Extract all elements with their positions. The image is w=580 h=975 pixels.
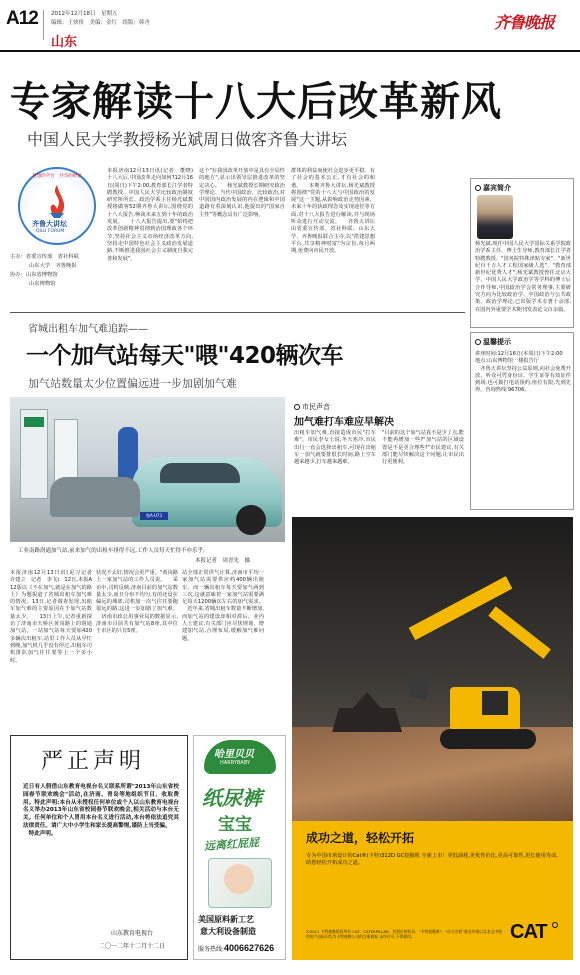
cat-ad-model-text: 专为中国市场设计的Cat®(卡特)312D GC挖掘机 全新上市！更低油耗,更优性价比,更高可靠性,更长使用寿命,助您轻松开拓成功之道。	[306, 853, 558, 866]
organizer-line: 协办：山东省博物馆	[10, 272, 58, 278]
notice-date: 二〇一二年十二月十二日	[99, 943, 166, 950]
diaper-brand-cn: 哈里贝贝	[214, 749, 254, 760]
citizen-voice-headline: 加气难打车难应早解决	[294, 417, 394, 428]
page-header	[0, 0, 580, 54]
lead-body-col3: 群体的利益而使社会进步更平稳。有了社会的基本公正,才有社会的和谐。 本期齐鲁大讲坛,杨光斌教授将围绕"党的十八大与中国政治的发展"这一主题,从影响政治走势因素、未来十年的执政理念及实现途径等方面,对十八大报告进行解读,并与现场听众进行互动交流。 齐鲁大讲坛由省委宣传部、省社科联、山东大学、齐鲁晚报联合主办,以"搭建思想平台,共享精神财富"为宗旨,每月两期,免费向市民开放。	[291, 168, 375, 255]
cat-ad-fine-print: ©2012 卡特彼勒版权所有 CAT、CATERPILLAR、其相应的标识、"卡特彼勒黄"、"动力边框"商业外观以及本文中使用的产品标识均为卡特彼勒公司的注册商标,未经许可,不得使用。	[306, 929, 502, 939]
masthead-logo: 齐鲁晚报	[494, 13, 555, 32]
forum-logo	[10, 167, 105, 293]
torch-icon	[40, 183, 74, 219]
diaper-product-line1: 纸尿裤	[202, 786, 262, 810]
cat-ad-slogan: 成功之道，轻松开拓	[306, 831, 415, 845]
notice-body: 近日有人假借山东教育电视台名义联系所谓"2013年山东省校园春节联欢晚会"活动,在济南、青岛等地组织节目、收取费用。特此声明:本台从未授权任何单位或个人以山东教育电视台名义举办2013年山东省校园春节联欢晚会,相关活动与本台无关。任何单位和个人冒用本台名义进行活动,本台将依法追究其法律责任。请广大中小学生和家长提高警惕,谨防上当受骗。 特此声明。	[23, 784, 179, 837]
second-headline: 一个加气站每天"喂"420辆次车	[26, 343, 343, 369]
diaper-brand-en: HARRYBABY	[220, 760, 250, 766]
diaper-product-line3: 远离红屁屁	[203, 836, 260, 853]
excavator-track	[440, 729, 536, 749]
solemn-notice	[10, 735, 188, 960]
lead-body-col1: 本报济南12月13日讯(记者 董晓) 十八大后,中国改革走向如何?12月16日(周日)下午2:00,教育部长江学者特聘教授、中国人民大学比较政治制度研究所所长、政治学系主任杨光斌教授将做客52期齐鲁大讲坛,围绕党的十八大报告,畅谈未来五到十年的政治发展。 十八大报告提出,要"始终把改革创新精神贯彻到治国理政各个环节,坚持社会主义市场经济改革方向,坚持走中国特色社会主义政治发展道路,不断推进我国社会主义制度自我完善和发展"。	[107, 168, 199, 262]
photo-caption: 工业南路润通加气站,前来加气的出租车排得不远,工作人员每天忙得不亦乐乎。	[18, 548, 209, 554]
circle-bullet-icon	[294, 404, 300, 410]
second-body-col1: 本报济南12月13日讯(见习记者 许建立 记者 李飞) 12日,本报A12版以《不在加气,就是在加气的路上》为题报道了省城出租车加气难的情况。13日,记者调查发现,出租车加气难的主要原因在于加气站数量太少。 13日上午,记者重新探访了济南市天桥区黄岗路上的润通加气站。一站加气站每天要加420多辆次出租车,站里工作人员从早忙到晚,加气机几乎没有停过,出租车司机排队加气往往要等上一个多小时。	[10, 570, 98, 664]
second-subhead: 加气站数量太少位置偏远进一步加剧加气难	[28, 377, 237, 390]
guest-intro-title: 嘉宾简介	[475, 183, 511, 193]
notice-signature: 山东教育电视台	[111, 930, 154, 937]
citizen-voice-label: 市民声音	[294, 402, 330, 412]
lead-body-col2: 这个"在我国改革开放中是具有全局性的地方",显示出领导层推进改革的坚定决心。 杨光斌教授长期研究政治学理论、当代中国政治、比较政治,对中国国内政治发展的内在逻辑和中国道路有着深刻认识,他提出的"国家自主性"等概念具有广泛影响。	[199, 168, 285, 218]
second-body-col2: 状况不太好,情况会更严重。"黄岗路上一家加气站的工作人员说。 采访中,司机反映,济南目前的加气站数量太少,而且分布不均匀,有的还设在偏远的城郊,司机加一次气往往要跑很远的路,这进一步加剧了加气难。 济南市政公用事业局的数据显示,济南市目前共有加气站8座,其中位于市区的只有5座。	[96, 570, 178, 635]
diaper-bottom-line2: 意大利设备制造	[200, 927, 256, 936]
forum-logo-en: QILU FORUM	[36, 229, 65, 234]
guest-portrait	[477, 195, 513, 239]
date-line: 2012年12月18日 星期五	[51, 11, 118, 17]
taxi-plate: 鲁A·U73	[140, 512, 168, 520]
tips-title: 温馨提示	[475, 337, 511, 347]
diaper-hotline: 服务热线:4006627626	[198, 943, 275, 953]
organizer-line: 山东博物馆	[29, 281, 56, 287]
citizen-voice-col1: 出租车加气难,直接造成市民"打车难"。市民李女士说,冬天寒冷,市民出行一直会选择出租车,可现在出租车一加气就要排很长时间,路上空车越来越少,打车越来越难。	[294, 430, 376, 466]
gas-station-photo	[10, 397, 285, 542]
diaper-bottom-line1: 美国原料新工艺	[198, 915, 254, 924]
car-behind	[50, 477, 140, 517]
pump-display	[24, 417, 44, 427]
cat-logo: CAT	[510, 921, 566, 943]
second-kicker: 省城出租车加气难追踪——	[28, 324, 148, 335]
citizen-voice-col2: "目前的这个加气站真不是少了点,能不能再增加一些?"加气站的区域设置是不是更合理些?"市民建议,有关部门能尽快解决这个问题,让市民出行更便利。	[382, 430, 464, 466]
guest-intro-box	[470, 178, 574, 328]
page-number: A12	[6, 8, 38, 29]
cat-ad	[292, 517, 573, 960]
second-body-col3: 站全部正常供气计算,济南市平均一家加气站需要供应约400辆出租车。而一辆出租车每天要加气两到三次,这就意味着一家加气站需要满足每天1200辆次左右的加气需求。 近年来,省城出租车数量不断增加,而加气站的建设却相对滞后。业内人士建议,有关部门应尽快规划、增建加气站,合理布局,缓解加气难问题。	[182, 570, 264, 642]
guest-intro-text: 杨光斌,现任中国人民大学国际关系学院政治学系主任、博士生导师,教育部长江学者特聘教授、"国务院特殊津贴专家"、"新世纪百千万人才工程国家级人选"、"教育部新世纪优秀人才",杨光斌教授曾任北京大学、中国人民大学政治学等学科的博士后合作导师,中国政治学会常务理事,主要研究方向为比较政治学、中国政治与公共政策、政治学理论,已出版学术专著十余部,在国内外重要学术期刊发表论文百余篇。	[475, 241, 571, 313]
photo-credit: 本报记者 周青先 摄	[195, 558, 251, 564]
notice-title: 严正声明	[41, 749, 146, 774]
tips-box	[470, 332, 574, 510]
taxi-windshield	[160, 463, 240, 483]
lead-subhead: 中国人民大学教授杨光斌周日做客齐鲁大讲坛	[27, 130, 348, 149]
section-label: 山东	[51, 35, 78, 50]
forum-logo-cn: 齐鲁大讲坛	[32, 220, 67, 228]
trademark-icon	[552, 922, 558, 928]
circle-bullet-icon	[475, 339, 481, 345]
organizer-line: 主办：省委宣传部 省社科联	[10, 254, 79, 260]
diaper-ad	[193, 735, 286, 960]
lead-headline: 专家解读十八大后改革新风	[10, 79, 502, 125]
circle-bullet-icon	[475, 185, 481, 191]
organizer-line: 山东大学 齐鲁晚报	[29, 263, 77, 269]
excavator-window	[482, 691, 508, 715]
diaper-product-line2: 宝宝	[218, 815, 252, 835]
editor-line: 编辑：王侠侠 美编：金红 组版：韩舟	[51, 20, 151, 26]
tips-text: 讲座时间:12月16日(本周日)下午2:00 地点:山东博物馆一楼报告厅 齐鲁大讲坛坚持公益原则,向社会免费开放。听众可凭身份证、学生证等有效证件到场,也可拨打电话预约,座位有限,先到先得。咨询热线:96706。	[475, 351, 571, 394]
taxi-wheel	[236, 505, 266, 535]
forum-logo-arc-text: 思想的平台 共享的财富	[32, 174, 82, 179]
citizen-voice-box	[290, 400, 466, 510]
baby-image	[224, 864, 254, 894]
